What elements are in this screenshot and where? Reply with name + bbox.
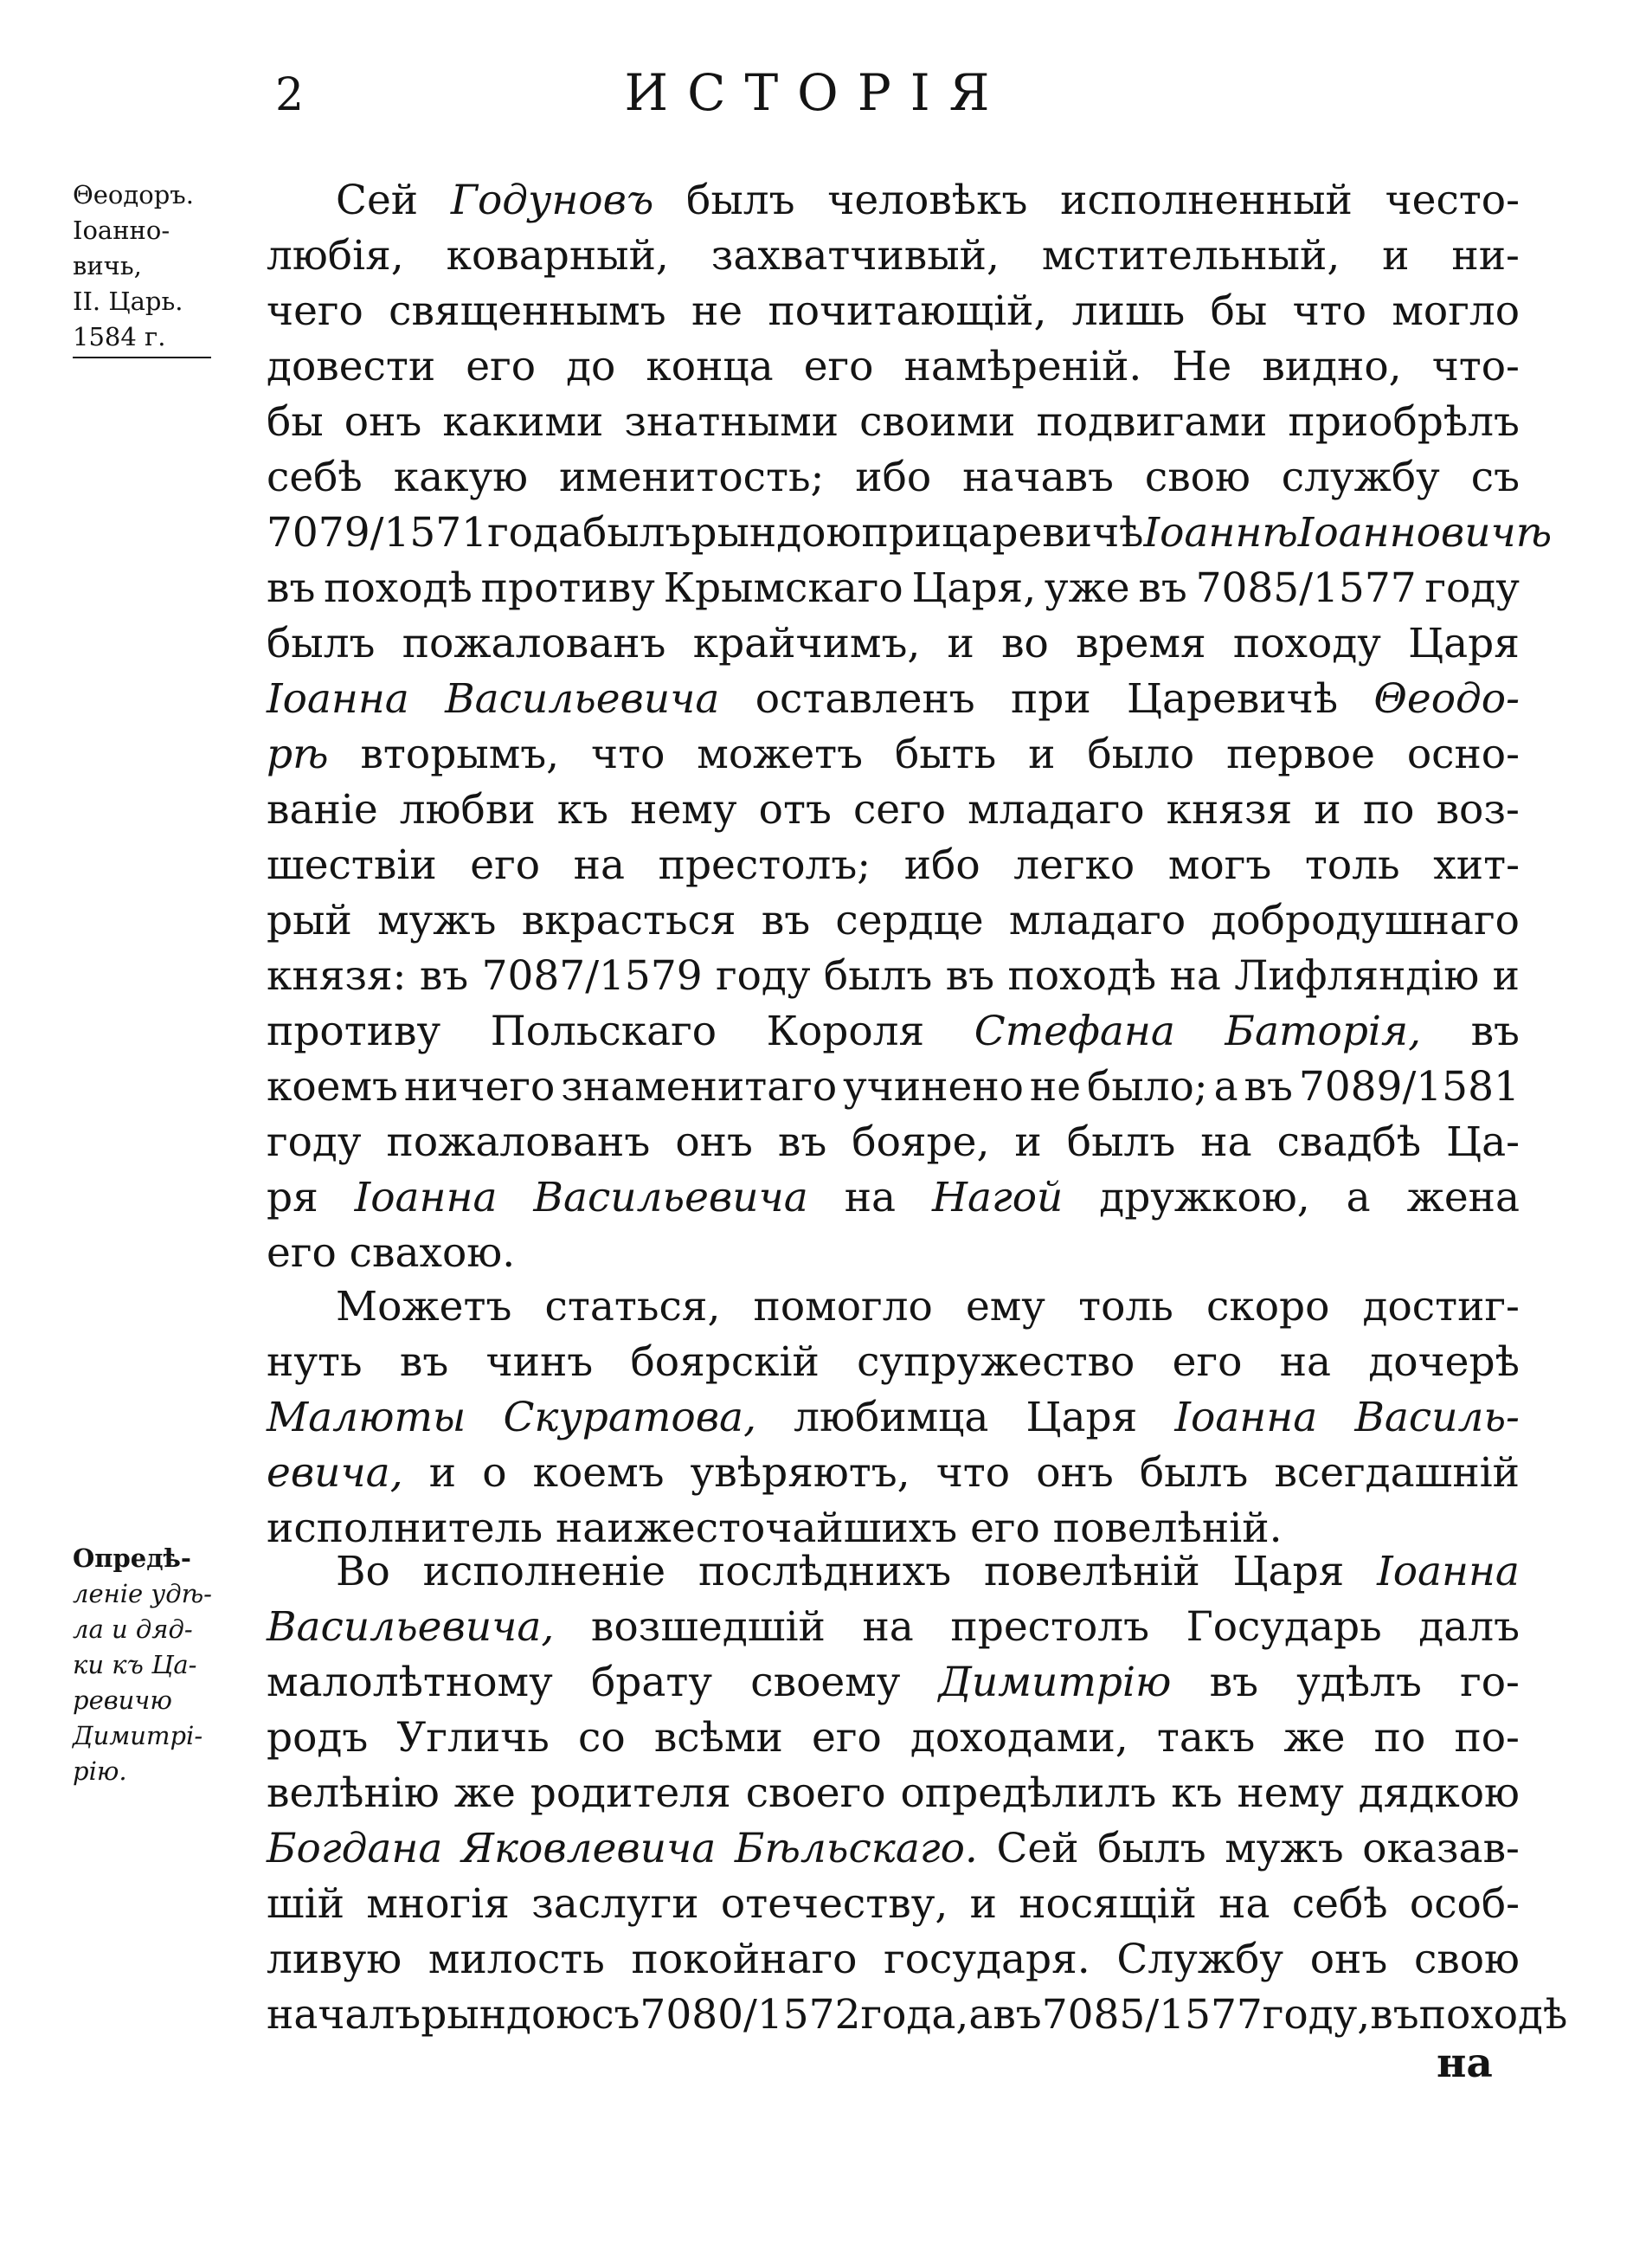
paragraph-appanage (267, 1544, 1568, 2043)
margin-note-line: ла и дяд- (73, 1614, 193, 1644)
text-line: евича, и о коемъ увѣряютъ, что онъ былъ всегдашній (267, 1449, 1520, 1497)
margin-note-line: 1584 г. (73, 322, 166, 351)
text-line: его свахою. (267, 1229, 516, 1277)
text-line: рый мужъ вкрасться въ сердце младаго добродушнаго (267, 897, 1520, 944)
text-line: ваніе любви къ нему отъ сего младаго князя и по воз- (267, 786, 1520, 834)
text-line: шій многія заслуги отечеству, и носящій на себѣ особ- (267, 1880, 1520, 1928)
margin-note-line: вичь, (73, 251, 142, 280)
text-line: Богдана Яковлевича Бѣльскаго. Сей былъ мужъ оказав- (267, 1825, 1520, 1872)
text-line: бы онъ какими знатными своими подвигами приобрѣлъ (267, 398, 1520, 446)
margin-note-line: леніе удѣ- (73, 1579, 212, 1608)
text-line: ливую милость покойнаго государя. Службу онъ свою (267, 1936, 1520, 1983)
margin-note-line: Димитрі- (73, 1721, 203, 1750)
running-title: ИСТОРІЯ (624, 63, 1009, 122)
paragraph-promotion (267, 1279, 1520, 1556)
text-line: былъ пожалованъ крайчимъ, и во время походу Царя (267, 620, 1520, 667)
text-line: князя: въ 7087/1579 году былъ въ походѣ на Лифляндію и (267, 952, 1520, 1000)
margin-note-line: рію. (73, 1756, 127, 1786)
margin-note-line: Іоанно- (73, 216, 170, 245)
text-line: чего священнымъ не почитающій, лишь бы что могло (267, 287, 1520, 335)
text-line: малолѣтному брату своему Димитрію въ удѣлъ го- (267, 1659, 1520, 1706)
text-line: велѣнію же родителя своего опредѣлилъ къ нему дядкою (267, 1769, 1520, 1817)
text-line: Во исполненіе послѣднихъ повелѣній Царя Іоанна (336, 1548, 1520, 1595)
text-line: Сей Годуновъ былъ человѣкъ исполненный често- (336, 177, 1520, 224)
text-line: началъ рындою съ 7080/1572 года, а въ 7085/1577 году, въ походѣ (267, 1991, 1568, 2039)
text-line: Іоанна Васильевича оставленъ при Царевичѣ Θеодо- (267, 675, 1520, 723)
text-line: шествіи его на престолъ; ибо легко могъ толь хит- (267, 841, 1520, 889)
margin-note-rule (73, 357, 211, 358)
text-line: родъ Угличь со всѣми его доходами, такъ же по по- (267, 1714, 1520, 1762)
text-line: Малюты Скуратова, любимца Царя Іоанна Василь- (267, 1394, 1520, 1441)
text-line: рѣ вторымъ, что можетъ быть и было первое осно- (267, 731, 1520, 778)
margin-note-appanage (73, 1541, 254, 1789)
text-line: исполнитель наижесточайшихъ его повелѣній. (267, 1504, 1283, 1552)
text-line: ря Іоанна Васильевича на Нагой дружкою, а жена (267, 1174, 1520, 1221)
page-number: 2 (275, 69, 305, 121)
text-line: въ походѣ противу Крымскаго Царя, уже въ 7085/1577 году (267, 564, 1520, 612)
text-line: 7079/1571 года былъ рындою при царевичѣ Іоаннѣ Іоанновичѣ (267, 509, 1553, 557)
catchword: на (1437, 2039, 1493, 2087)
text-line: Можетъ статься, помогло ему толь скоро достиг- (336, 1283, 1520, 1331)
text-line: любія, коварный, захватчивый, мстительный, и ни- (267, 232, 1520, 280)
text-line: противу Польскаго Короля Стефана Баторія, въ (267, 1008, 1520, 1055)
text-line: нуть въ чинъ боярскій супружество его на дочерѣ (267, 1338, 1520, 1386)
text-line: себѣ какую именитость; ибо начавъ свою службу съ (267, 454, 1520, 501)
margin-note-line: Опредѣ- (73, 1543, 191, 1573)
margin-note-line: ревичю (73, 1685, 172, 1715)
paragraph-godunov (267, 173, 1553, 1281)
margin-note-line: ки къ Ца- (73, 1650, 197, 1679)
text-line: довести его до конца его намѣреній. Не видно, что- (267, 343, 1520, 390)
text-line: коемъ ничего знаменитаго учинено не было; а въ 7089/1581 (267, 1063, 1520, 1111)
margin-note-line: Θеодоръ. (73, 180, 194, 209)
text-line: Васильевича, возшедшій на престолъ Государь далъ (267, 1603, 1520, 1651)
margin-note-theodore (73, 177, 254, 358)
margin-note-line: II. Царь. (73, 287, 183, 316)
text-line: году пожалованъ онъ въ бояре, и былъ на свадбѣ Ца- (267, 1118, 1520, 1166)
